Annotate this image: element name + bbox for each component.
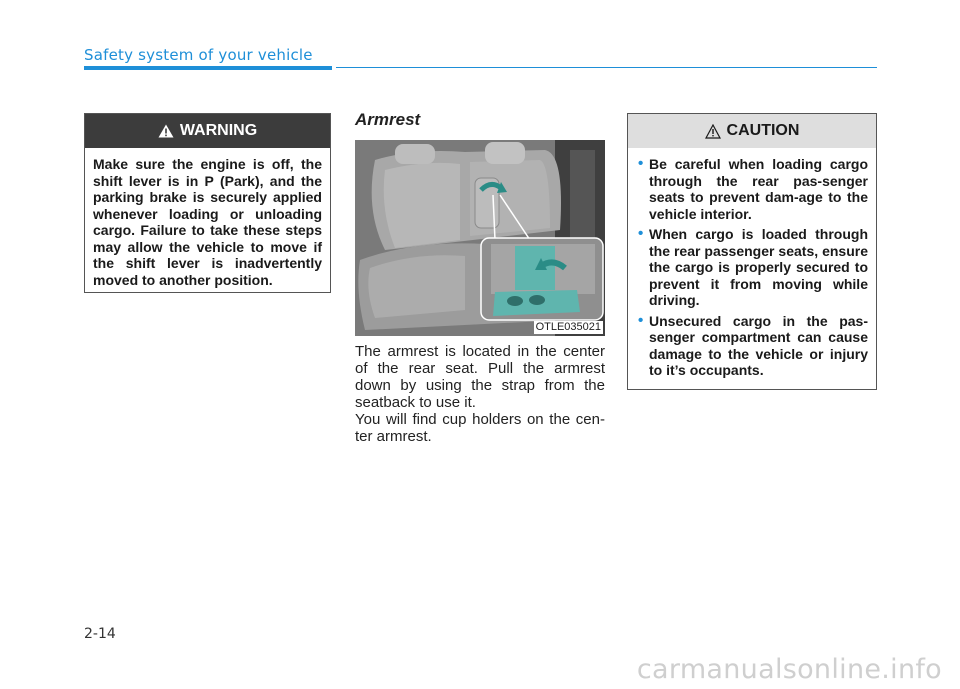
section-title: Safety system of your vehicle bbox=[84, 46, 313, 64]
watermark: carmanualsonline.info bbox=[636, 654, 942, 685]
section-rule-thin bbox=[336, 67, 877, 68]
warning-triangle-icon bbox=[158, 124, 174, 138]
armrest-heading: Armrest bbox=[355, 110, 421, 129]
caution-item: • Be careful when loading cargo through the rear pas-senger seats to prevent dam-age to the vehicle interior. bbox=[638, 156, 868, 222]
armrest-photo bbox=[355, 140, 605, 336]
warning-header bbox=[85, 114, 330, 148]
armrest-paragraph-2: You will find cup holders on the cen-ter armrest. bbox=[355, 411, 605, 445]
section-rule-thick bbox=[84, 66, 332, 70]
caution-item: • Unsecured cargo in the pas-senger compartment can cause damage to the vehicle or injury to it’s occupants. bbox=[638, 313, 868, 379]
caution-header bbox=[628, 114, 876, 148]
caution-item: • When cargo is loaded through the rear passenger seats, ensure the cargo is properly secured to prevent it from moving while driving. bbox=[638, 226, 868, 309]
warning-box bbox=[84, 113, 331, 293]
caution-list bbox=[628, 148, 876, 379]
caution-box bbox=[627, 113, 877, 390]
image-code: OTLE035021 bbox=[535, 321, 601, 333]
armrest-paragraph-1: The armrest is located in the center of the rear seat. Pull the armrest down by using the strap from the seatback to use it. bbox=[355, 343, 605, 411]
caution-triangle-icon bbox=[705, 124, 721, 139]
warning-title: WARNING bbox=[179, 122, 258, 139]
caution-title: CAUTION bbox=[726, 122, 800, 139]
rear-seat-illustration bbox=[355, 140, 605, 336]
warning-text: Make sure the engine is off, the shift lever is in P (Park), and the parking brake is securely applied whenever loading or unloading cargo. Failure to take these steps may allow the vehicle to move if the shift lever is inadvertently moved to another position. bbox=[93, 156, 322, 288]
page-number: 2-14 bbox=[84, 626, 116, 642]
